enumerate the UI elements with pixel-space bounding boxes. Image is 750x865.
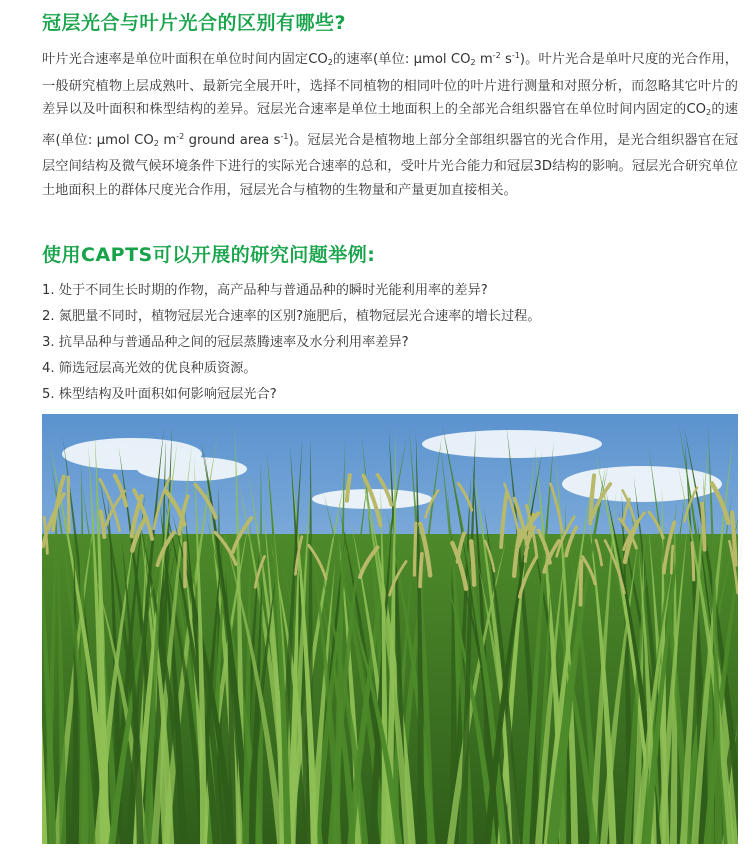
list-item: 4. 筛选冠层高光效的优良种质资源。 — [42, 361, 257, 376]
para-text: s — [500, 52, 512, 67]
list-item: 5. 株型结构及叶面积如何影响冠层光合? — [42, 387, 277, 402]
section-title-capts-examples: 使用CAPTS可以开展的研究问题举例: — [42, 244, 376, 266]
section-capts-examples — [42, 240, 738, 408]
rice-canopy-illustration — [42, 414, 738, 844]
list-item: 3. 抗旱品种与普通品种之间的冠层蒸腾速率及水分利用率差异? — [42, 335, 409, 350]
para-text: 的速率(单位: µmol CO — [332, 52, 471, 67]
superscript-minus-2: -2 — [492, 51, 501, 60]
para-text: 叶片光合速率是单位叶面积在单位时间内固定CO — [42, 52, 328, 67]
section-canopy-vs-leaf — [42, 8, 738, 203]
paragraph-canopy-vs-leaf — [42, 44, 738, 203]
section-title-canopy-vs-leaf: 冠层光合与叶片光合的区别有哪些? — [42, 12, 347, 34]
list-item: 1. 处于不同生长时期的作物，高产品种与普通品种的瞬时光能利用率的差异? — [42, 283, 488, 298]
list-item: 2. 氮肥量不同时，植物冠层光合速率的区别?施肥后，植物冠层光合速率的增长过程。 — [42, 309, 541, 324]
rice-field-photo — [42, 414, 738, 844]
para-text: 的速率(单位: µmol CO — [42, 102, 738, 148]
rice-panicle — [692, 543, 694, 580]
rice-panicle — [420, 554, 422, 586]
para-text: )。叶片光合是单叶尺度的光合作用，一般研究植物上层成熟叶、最新完全展开叶，选择不同植物的相同叶位的叶片进行测量和对照分析，而忽略其它叶片的差异以及叶面积和株型结构的差异。冠层光合速率是单位土地面积上的全部光合组织器官在单位时间内固定的CO — [42, 52, 738, 118]
superscript-minus-1: -1 — [511, 51, 520, 60]
para-text: m — [475, 52, 493, 67]
para-text: )。冠层光合是植物地上部分全部组织器官的光合作用，是光合组织器官在冠层空间结构及微气候环境条件下进行的实际光合速率的总和，受叶片光合能力和冠层3D结构的影响。冠层光合研究单位土地面积上的群体尺度光合作用，冠层光合与植物的生物量和产量更加直接相关。 — [42, 132, 739, 198]
rice-panicle — [581, 561, 582, 605]
superscript-minus-2: -2 — [176, 131, 185, 141]
para-text: ground area s — [184, 132, 281, 148]
subscript-2: 2 — [706, 108, 712, 118]
subscript-2: 2 — [327, 58, 333, 67]
rice-panicle — [68, 477, 69, 531]
subscript-2: 2 — [153, 138, 159, 148]
rice-panicle — [702, 504, 705, 550]
research-question-list — [42, 278, 738, 408]
rice-panicle — [671, 546, 672, 573]
para-text: m — [158, 132, 177, 148]
superscript-minus-1: -1 — [280, 131, 289, 141]
subscript-2: 2 — [470, 58, 476, 67]
rice-panicle — [414, 523, 415, 575]
